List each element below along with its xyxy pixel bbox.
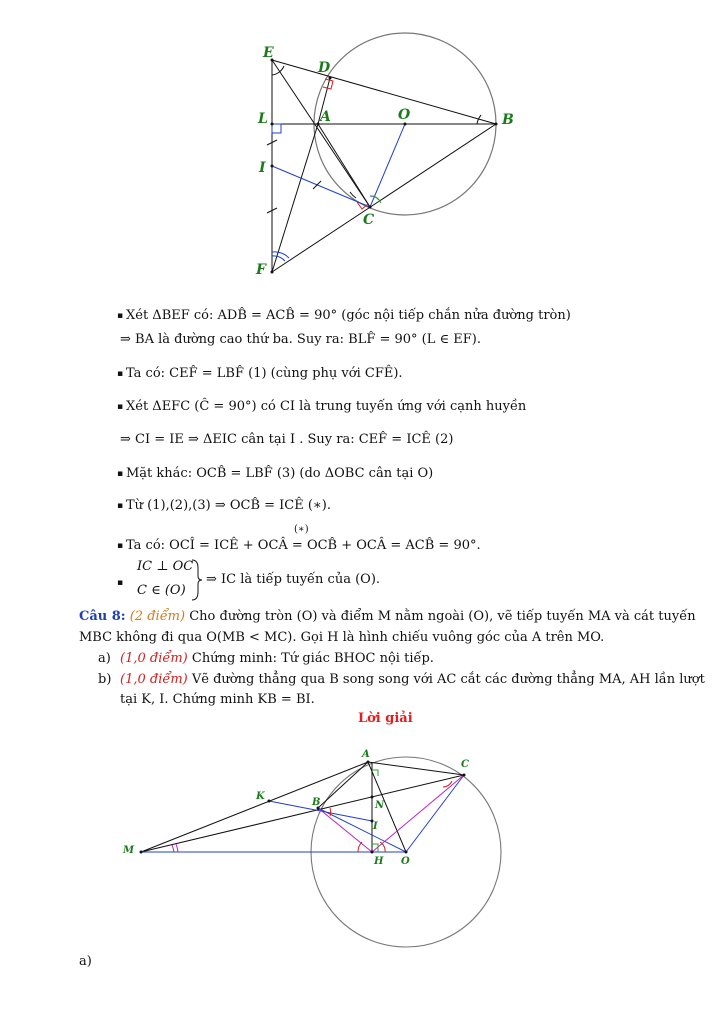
- question-b-label: b): [98, 672, 112, 687]
- bullet-icon: ▪: [117, 541, 124, 551]
- solution-title: Lời giải: [358, 711, 413, 726]
- label-B: B: [502, 112, 514, 128]
- brace-icon: [190, 558, 204, 602]
- question-a: [120, 651, 434, 667]
- label-D: D: [318, 60, 331, 76]
- label-N: N: [375, 800, 385, 811]
- line-9a: IC ⊥ OC: [137, 559, 194, 574]
- question-a-label: a): [98, 651, 111, 666]
- bullet-icon: ▪: [117, 501, 124, 511]
- label-K: K: [256, 791, 265, 802]
- segment-OC: [370, 124, 405, 207]
- line-9b: C ∈ (O): [137, 583, 186, 598]
- label-B: B: [312, 797, 321, 808]
- label-A: A: [362, 749, 370, 760]
- line-8-star: (∗): [294, 524, 309, 535]
- label-H: H: [374, 856, 384, 867]
- label-I: I: [259, 160, 266, 176]
- segment-IC: [272, 166, 370, 207]
- line-3: Ta có: CEF̂ = LBF̂ (1) (cùng phụ với CFÊ).: [126, 366, 403, 381]
- line-1: Xét ΔBEF có: ADB̂ = ACB̂ = 90° (góc nội tiếp chắn nửa đường tròn): [126, 308, 571, 323]
- bullet-icon: ▪: [117, 578, 124, 588]
- bullet-icon: ▪: [117, 369, 124, 379]
- bullet-icon: ▪: [117, 402, 124, 412]
- question-text-1: Cho đường tròn (O) và điểm M nằm ngoài (O), vẽ tiếp tuyến MA và cát tuyến: [185, 609, 696, 624]
- question-points: (2 điểm): [129, 609, 186, 624]
- line-7: Từ (1),(2),(3) ⇒ OCB̂ = ICÊ (∗).: [126, 498, 331, 513]
- question-a-points: (1,0 điểm): [120, 651, 188, 666]
- bullet-icon: ▪: [117, 311, 124, 321]
- line-4: Xét ΔEFC (Ĉ = 90°) có CI là trung tuyến ứng với cạnh huyền: [126, 399, 527, 414]
- footer-a: a): [79, 954, 92, 969]
- question-b-text-1: Vẽ đường thẳng qua B song song với AC cắt các đường thẳng MA, AH lần lượt: [187, 672, 705, 687]
- line-5: ⇒ CI = IE ⇒ ΔEIC cân tại I . Suy ra: CEF̂ = ICÊ (2): [120, 432, 454, 447]
- label-O: O: [401, 856, 410, 867]
- figure-1-geometry: [230, 30, 530, 285]
- label-C: C: [363, 212, 375, 228]
- line-9c: ⇒ IC là tiếp tuyến của (O).: [206, 572, 381, 587]
- line-8: Ta có: OCÎ = ICÊ + OCÂ = OCB̂ + OCÂ = ACB̂ = 90°.: [126, 538, 481, 553]
- question-line-2: MBC không đi qua O(MB < MC). Gọi H là hình chiếu vuông góc của A trên MO.: [79, 630, 605, 645]
- line-2: ⇒ BA là đường cao thứ ba. Suy ra: BLF̂ = 90° (L ∈ EF).: [120, 332, 481, 347]
- question-b: [120, 672, 705, 688]
- label-O: O: [398, 107, 411, 123]
- label-F: F: [256, 262, 266, 278]
- question-label: Câu 8:: [79, 609, 126, 624]
- question-a-text: Chứng minh: Tứ giác BHOC nội tiếp.: [187, 651, 434, 666]
- question-b-text-2: tại K, I. Chứng minh KB = BI.: [120, 692, 315, 707]
- line-6: Mặt khác: OCB̂ = LBF̂ (3) (do ΔOBC cân tại O): [126, 466, 434, 481]
- label-A: A: [320, 109, 331, 125]
- label-M: M: [123, 845, 135, 856]
- question-line-1: [79, 609, 696, 625]
- label-I: I: [373, 821, 378, 832]
- figure-2-geometry: [120, 740, 520, 955]
- label-L: L: [258, 111, 268, 127]
- bullet-icon: ▪: [117, 469, 124, 479]
- label-C: C: [461, 759, 469, 770]
- question-b-points: (1,0 điểm): [120, 672, 188, 687]
- label-E: E: [263, 45, 274, 61]
